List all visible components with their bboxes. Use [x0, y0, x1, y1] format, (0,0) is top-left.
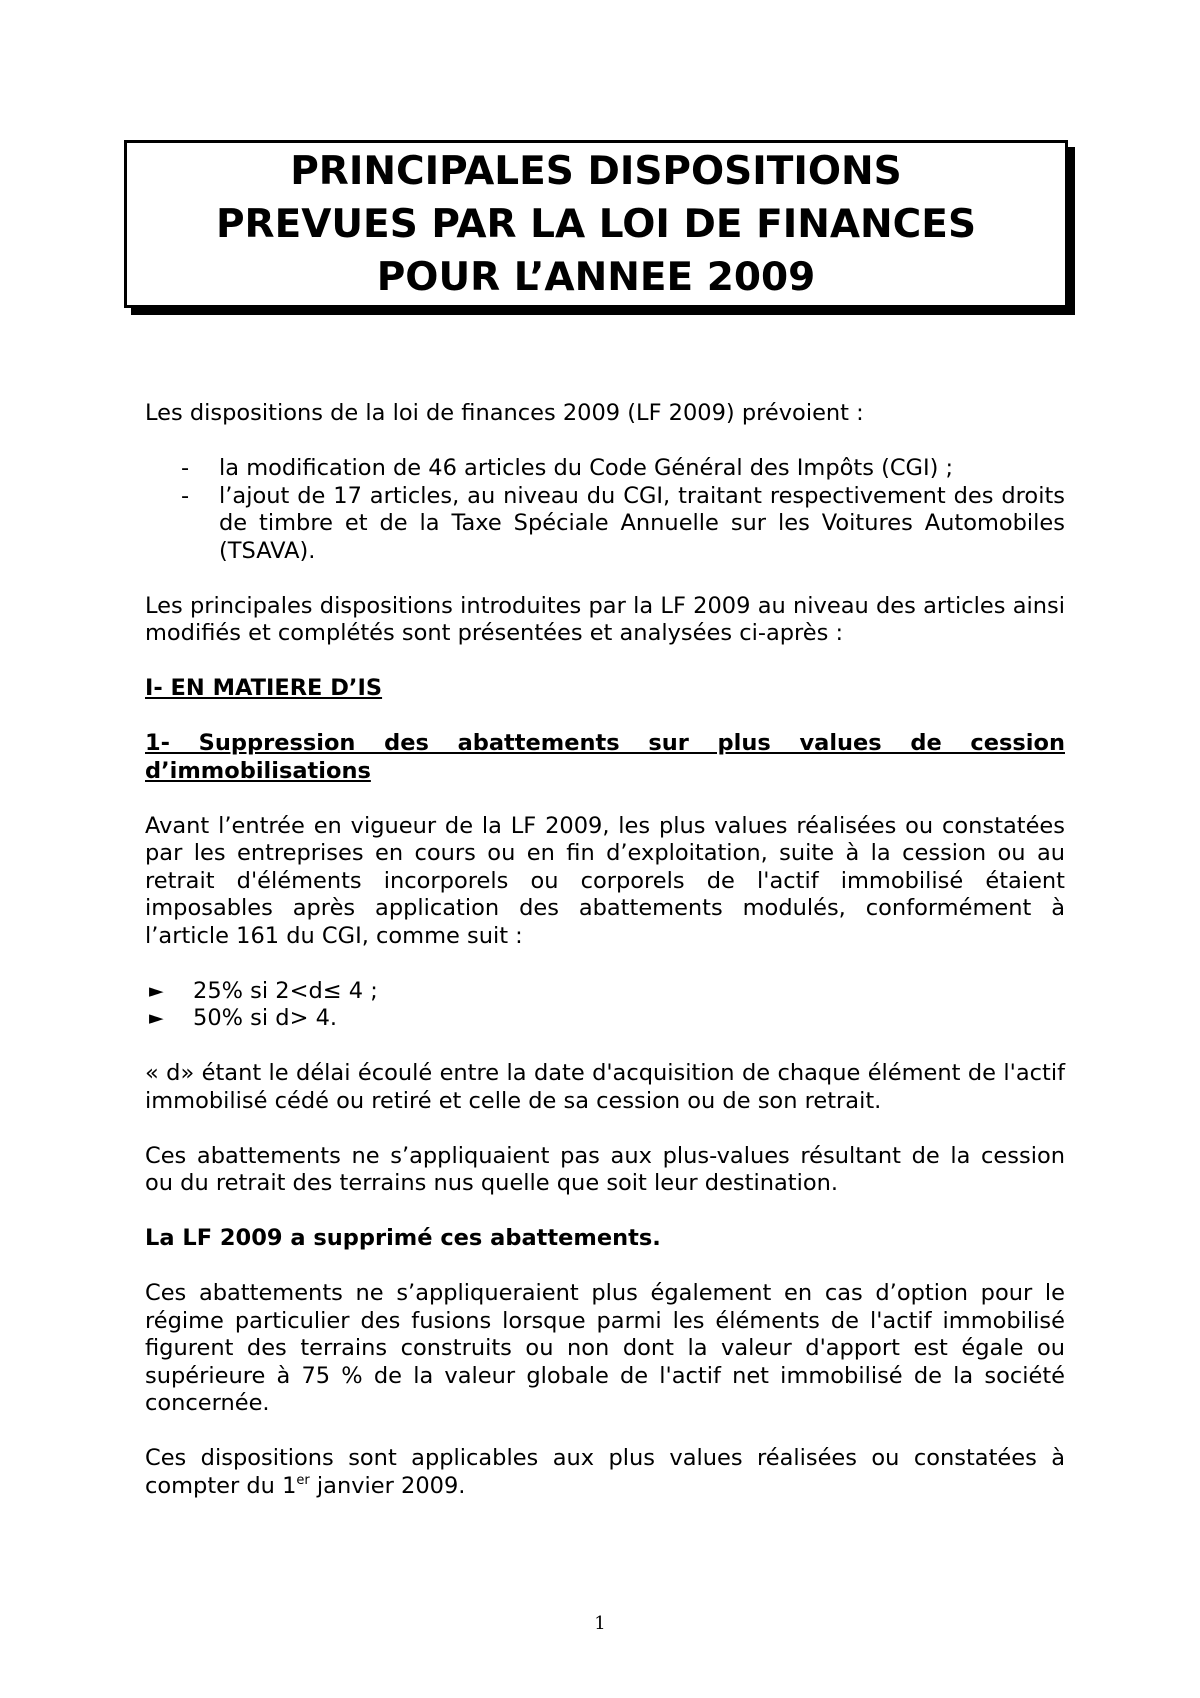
- list-item: [145, 1005, 1065, 1033]
- dash-list: [145, 455, 1065, 565]
- title-line-1: PRINCIPALES DISPOSITIONS: [290, 148, 902, 194]
- fusions-paragraph: Ces abattements ne s’appliqueraient plus également en cas d’option pour le régime particulier des fusions lorsque parmi les éléments de l'actif immobilisé figurent des terrains construits ou non dont la valeur d'apport est égale ou supérieure à 75 % de la valeur globale de l'actif net immobilisé de la société concernée.: [145, 1280, 1065, 1416]
- dash-bullet: -: [181, 455, 190, 481]
- principales-paragraph: Les principales dispositions introduites par la LF 2009 au niveau des articles ainsi modifiés et complétés sont présentées et analysées ci-après :: [145, 592, 1065, 646]
- list-item: [145, 483, 1065, 566]
- arrow-bullet-icon: ►: [149, 1007, 164, 1029]
- list-item-text: 50% si d> 4.: [193, 1005, 338, 1031]
- section-heading: I- EN MATIERE D’IS: [145, 675, 383, 701]
- arrow-list: [145, 978, 1065, 1033]
- list-item: [145, 978, 1065, 1006]
- final-paragraph: [145, 1445, 1065, 1500]
- ces-abattements-paragraph: Ces abattements ne s’appliquaient pas aux plus-values résultant de la cession ou du retrait des terrains nus quelle que soit leur destination.: [145, 1142, 1065, 1196]
- document-body: [145, 400, 1065, 1500]
- list-item-text: la modification de 46 articles du Code Général des Impôts (CGI) ;: [219, 455, 954, 481]
- delai-paragraph: « d» étant le délai écoulé entre la date d'acquisition de chaque élément de l'actif immobilisé cédé ou retiré et celle de sa cession ou de son retrait.: [145, 1060, 1065, 1114]
- title-box: [124, 140, 1068, 308]
- final-paragraph-text: Ces dispositions sont applicables aux plus values réalisées ou constatées à compter du 1: [145, 1445, 1065, 1499]
- bold-statement: La LF 2009 a supprimé ces abattements.: [145, 1225, 661, 1251]
- title-line-3: POUR L’ANNEE 2009: [376, 254, 816, 300]
- page-number: 1: [594, 1613, 606, 1634]
- avant-paragraph: Avant l’entrée en vigueur de la LF 2009, les plus values réalisées ou constatées par les entreprises en cours ou en fin d’exploitation, suite à la cession ou au retrait d'éléments incorporels ou corporels de l'actif immobilisé étaient imposables après application des abattements modulés, conformément à l’article 161 du CGI, comme suit :: [145, 812, 1065, 949]
- subsection-heading: 1- Suppression des abattements sur plus values de cession d’immobilisations: [145, 730, 1065, 784]
- list-item-text: l’ajout de 17 articles, au niveau du CGI, traitant respectivement des droits de timbre et de la Taxe Spéciale Annuelle sur les Voitures Automobiles (TSAVA).: [219, 482, 1065, 564]
- ordinal-superscript: er: [296, 1472, 310, 1488]
- dash-bullet: -: [181, 482, 190, 509]
- title-line-2: PREVUES PAR LA LOI DE FINANCES: [215, 201, 977, 247]
- list-item: [145, 455, 1065, 483]
- arrow-bullet-icon: ►: [149, 979, 164, 1002]
- final-paragraph-date: janvier 2009.: [309, 1472, 466, 1499]
- intro-paragraph: Les dispositions de la loi de finances 2009 (LF 2009) prévoient :: [145, 400, 864, 426]
- list-item-text: 25% si 2<d≤ 4 ;: [193, 977, 378, 1004]
